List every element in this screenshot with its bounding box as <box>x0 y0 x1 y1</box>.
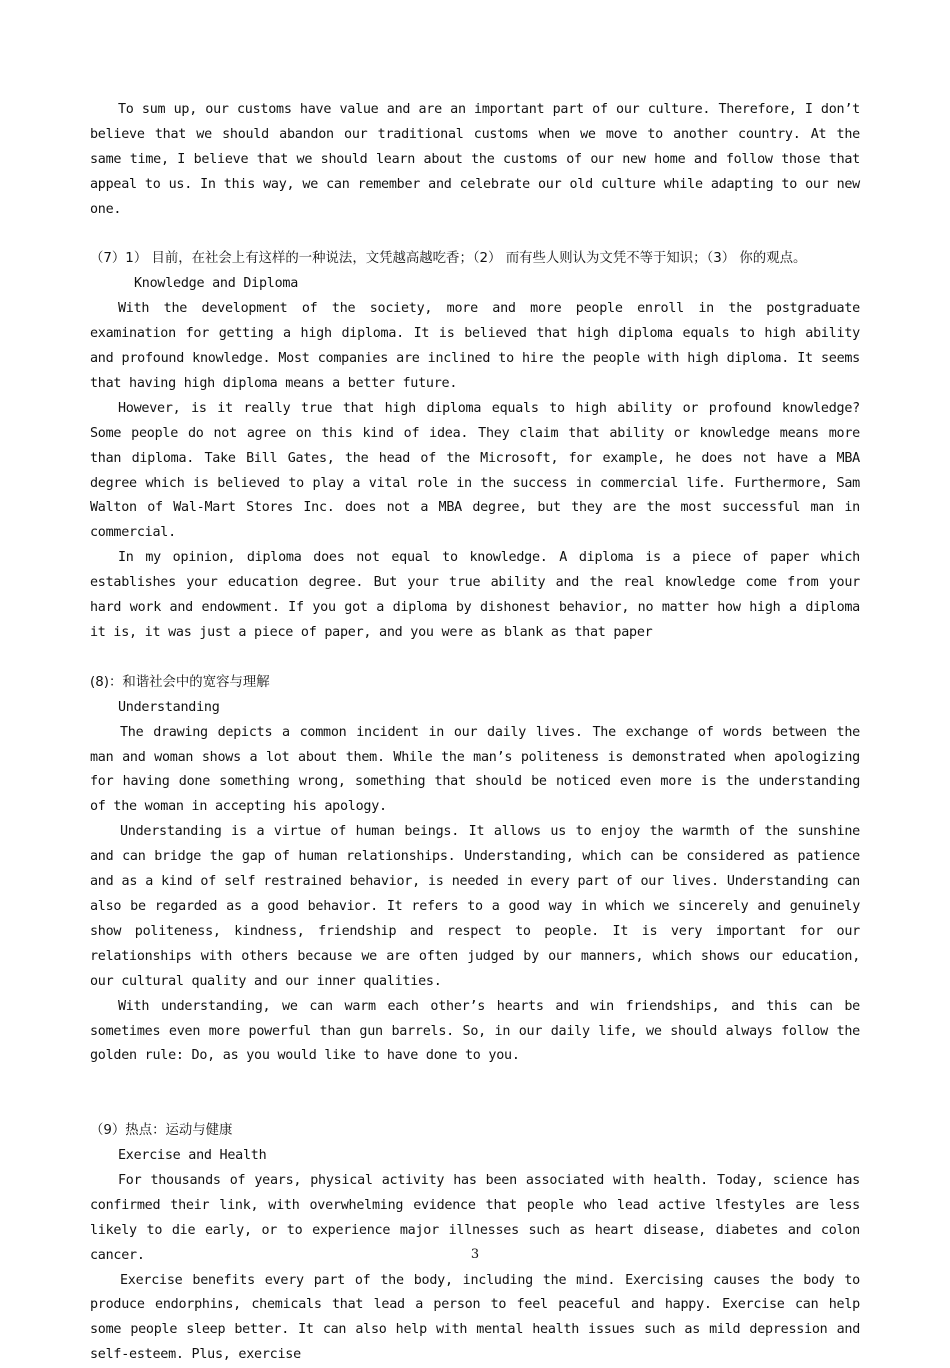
diploma-prompt: （7）1） 目前，在社会上有这样的一种说法，文凭越高越吃香；（2） 而有些人则认为文凭不等于知识；（3） 你的观点。 <box>90 251 807 267</box>
exercise-paragraph-1: For thousands of years, physical activity has been associated with health. Today, science has confirmed their link, with overwhelming evidence that people who lead active lfestyles are less likely to die early, or to experience major illnesses such as heart disease, diabetes and colon cancer. <box>90 1172 860 1263</box>
section-gap <box>90 223 860 248</box>
understanding-paragraph-2: Understanding is a virtue of human beings. It allows us to enjoy the warmth of the sunshine and can bridge the gap of human relationships. Understanding, which can be considered as patience and as a kind of self restrained behavior, is needed in every part of our lives. Understanding can also be regarded as a good behavior. It refers to a good way in which we sincerely and genuinely show politeness, kindness, friendship and respect to people. It is very important for our relationships with others because we are often judged by our manners, which shows our education, our cultural quality and our inner qualities. <box>90 824 860 989</box>
diploma-paragraph-2: However, is it really true that high diploma equals to high ability or profound knowledge? Some people do not agree on this kind of idea. They claim that ability or knowledge means more than diploma. Take Bill Gates, the head of the Microsoft, for example, he does not have a MBA degree which is believed to play a vital role in the success in commercial life. Furthermore, Sam Walton of Wal-Mart Stores Inc. does not a MBA degree, but they are the most successful man in commercial. <box>90 400 860 541</box>
diploma-title: Knowledge and Diploma <box>134 276 299 292</box>
exercise-title: Exercise and Health <box>118 1148 267 1164</box>
understanding-paragraph-3: With understanding, we can warm each other’s hearts and win friendships, and this can be sometimes even more powerful than gun barrels. So, in our daily life, we should always follow the golden rule: Do, as you would like to have done to you. <box>90 998 860 1064</box>
understanding-paragraph-1: The drawing depicts a common incident in our daily lives. The exchange of words between the man and woman shows a lot about them. While the man’s politeness is demonstrated when apologizing for having done something wrong, something that should be noticed even more is the understanding of the woman in accepting his apology. <box>90 724 860 815</box>
exercise-paragraph-2: Exercise benefits every part of the body, including the mind. Exercising causes the body to produce endorphins, chemicals that lead a person to feel peaceful and happy. Exercise can help some people sleep better. It can also help with mental health issues such as mild depression and self-esteem. Plus, exercise <box>90 1272 860 1363</box>
customs-conclusion-paragraph: To sum up, our customs have value and are an important part of our culture. Therefore, I don’t believe that we should abandon our traditional customs when we move to another country. At the same time, I believe that we should learn about the customs of our new home and follow those that appeal to us. In this way, we can remember and celebrate our old culture while adapting to our new one. <box>90 102 860 217</box>
understanding-prompt: (8)：和谐社会中的宽容与理解 <box>90 674 270 690</box>
exercise-prompt: （9）热点：运动与健康 <box>90 1123 233 1139</box>
diploma-paragraph-1: With the development of the society, more and more people enroll in the postgraduate examination for getting a high diploma. It is believed that high diploma equals to high ability and profound knowledge. Most companies are inclined to hire the people with high diploma. It seems that having high diploma means a better future. <box>90 301 860 391</box>
page-number: 3 <box>470 1247 480 1262</box>
section-gap <box>90 1069 860 1119</box>
understanding-title: Understanding <box>118 699 220 715</box>
section-gap <box>90 646 860 671</box>
document-page <box>90 98 860 1368</box>
diploma-paragraph-3: In my opinion, diploma does not equal to knowledge. A diploma is a piece of paper which establishes your education degree. But your true ability and the real knowledge come from your hard work and endowment. If you got a diploma by dishonest behavior, no matter how high a diploma it is, it was just a piece of paper, and you were as blank as that paper <box>90 550 860 641</box>
